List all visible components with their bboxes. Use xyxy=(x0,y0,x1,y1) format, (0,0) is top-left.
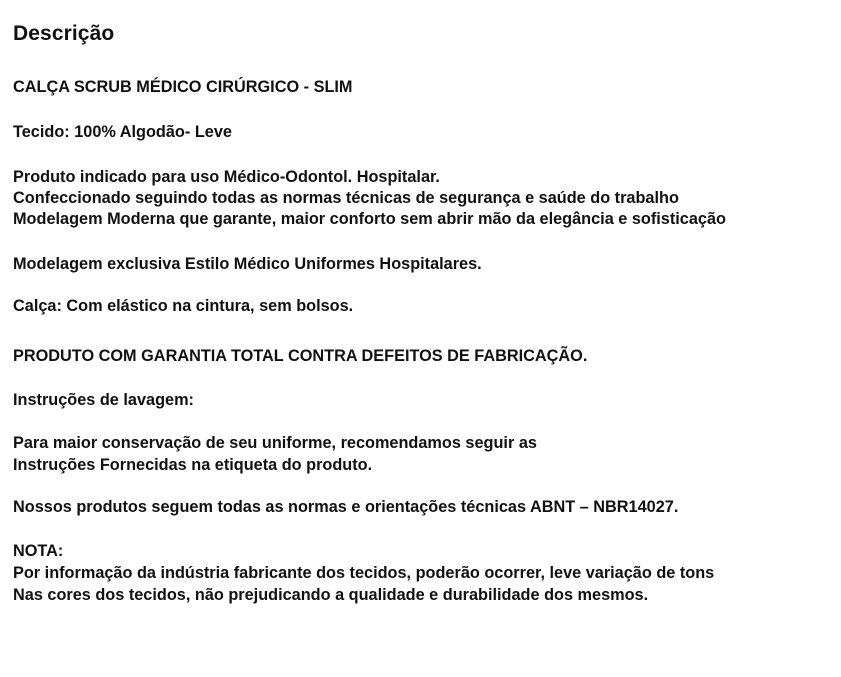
fabric-info: Tecido: 100% Algodão- Leve xyxy=(13,123,232,141)
indication-line-2: Confeccionado seguindo todas as normas técnicas de segurança e saúde do trabalho xyxy=(13,189,679,207)
warranty-line: PRODUTO COM GARANTIA TOTAL CONTRA DEFEITOS DE FABRICAÇÃO. xyxy=(13,347,588,365)
indication-line-1: Produto indicado para uso Médico-Odontol. Hospitalar. xyxy=(13,168,440,186)
note-title: NOTA: xyxy=(13,542,64,560)
standards-line: Nossos produtos seguem todas as normas e orientações técnicas ABNT – NBR14027. xyxy=(13,498,679,516)
pants-details-line: Calça: Com elástico na cintura, sem bolsos. xyxy=(13,297,354,315)
description-heading: Descrição xyxy=(13,22,115,45)
indication-line-3: Modelagem Moderna que garante, maior conforto sem abrir mão da elegância e sofisticação xyxy=(13,210,726,228)
product-title: CALÇA SCRUB MÉDICO CIRÚRGICO - SLIM xyxy=(13,78,353,96)
wash-instruction-line-1: Para maior conservação de seu uniforme, recomendamos seguir as xyxy=(13,434,537,452)
exclusive-design-line: Modelagem exclusiva Estilo Médico Uniformes Hospitalares. xyxy=(13,255,482,273)
note-line-2: Nas cores dos tecidos, não prejudicando a qualidade e durabilidade dos mesmos. xyxy=(13,586,649,604)
wash-instruction-line-2: Instruções Fornecidas na etiqueta do produto. xyxy=(13,456,373,474)
wash-title: Instruções de lavagem: xyxy=(13,391,194,409)
note-line-1: Por informação da indústria fabricante dos tecidos, poderão ocorrer, leve variação de tons xyxy=(13,564,715,582)
